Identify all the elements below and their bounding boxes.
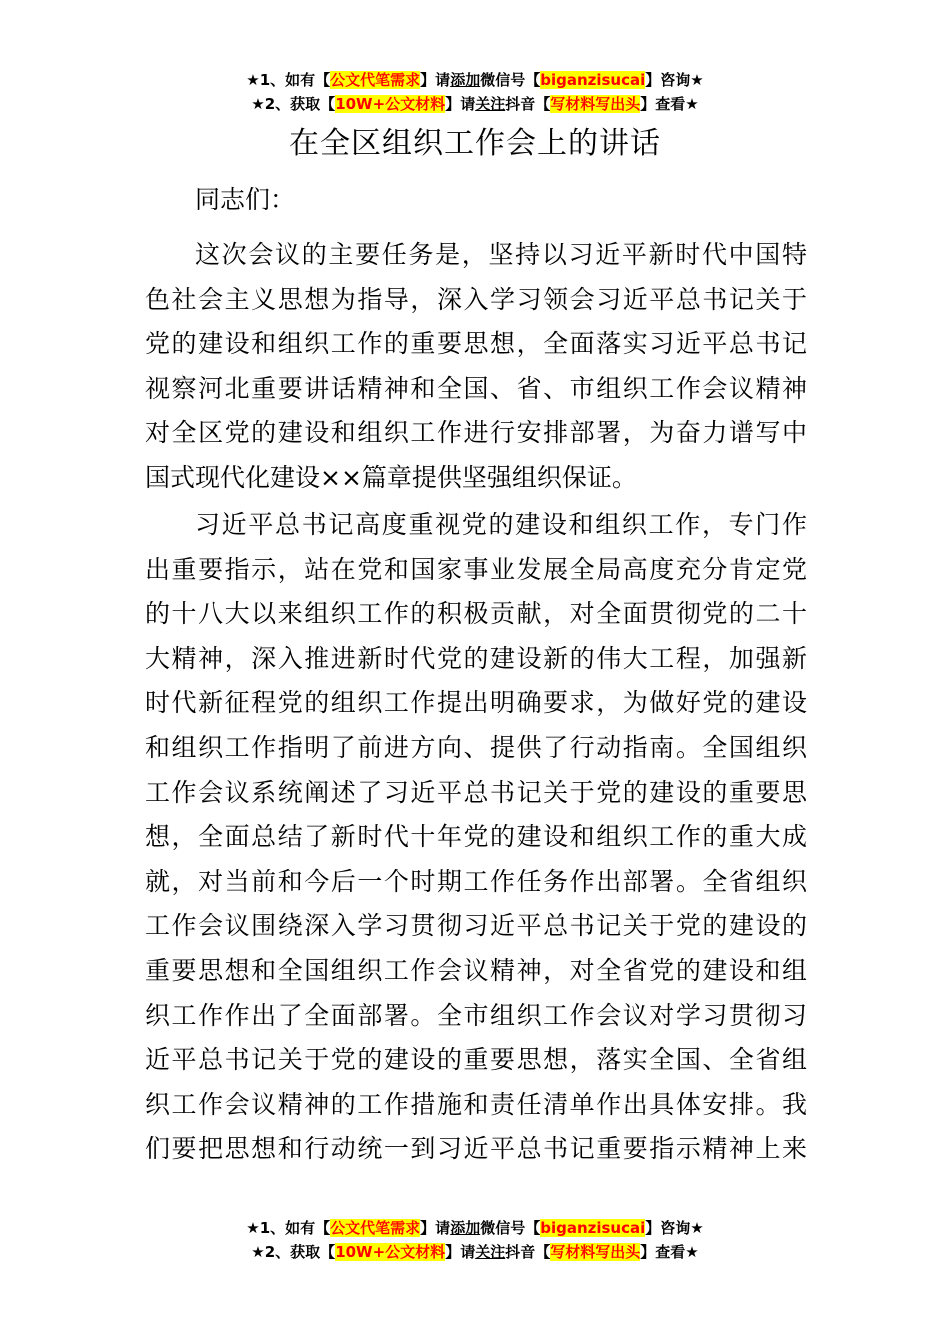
promo-text: ★1、如有【	[246, 1219, 331, 1237]
promo-underlined-text: 添加	[450, 71, 481, 89]
paragraph-line: 党的建设和组织工作的重要思想，全面落实习近平总书记	[145, 329, 807, 359]
promo-text: 】请	[445, 95, 476, 113]
promo-text: 抖音【	[505, 1243, 551, 1261]
promo-text: 微信号【	[480, 71, 541, 89]
paragraph-line: 这次会议的主要任务是，坚持以习近平新时代中国特	[195, 240, 807, 269]
paragraph-line: 时代新征程党的组织工作提出明确要求，为做好党的建设	[145, 688, 807, 718]
promo-highlight-wechat-id: biganzisucai	[540, 71, 646, 89]
promo-text: 】请	[445, 1243, 476, 1261]
promo-text: ★2、获取【	[251, 1243, 336, 1261]
promo-highlight: 10W+公文材料	[335, 95, 446, 113]
top-promo-banner	[0, 68, 950, 116]
paragraph-line: 对全区党的建设和组织工作进行安排部署，为奋力谱写中	[145, 418, 807, 448]
paragraph-line: 工作会议围绕深入学习贯彻习近平总书记关于党的建设的	[145, 911, 807, 941]
bottom-promo-banner	[0, 1216, 950, 1264]
paragraph-line: 近平总书记关于党的建设的重要思想，落实全国、全省组	[145, 1045, 807, 1075]
paragraph-line: 想，全面总结了新时代十年党的建设和组织工作的重大成	[145, 822, 807, 852]
promo-line-1	[0, 68, 950, 92]
promo-text: ★2、获取【	[251, 95, 336, 113]
paragraph-2	[145, 503, 807, 1172]
paragraph-line: 和组织工作指明了前进方向、提供了行动指南。全国组织	[145, 732, 807, 762]
promo-text: 】咨询★	[645, 71, 704, 89]
promo-line-2	[0, 1240, 950, 1264]
promo-highlight-douyin-id: 写材料写出头	[550, 1243, 641, 1261]
paragraph-line: 就，对当前和今后一个时期工作任务作出部署。全省组织	[145, 866, 807, 896]
promo-text: 抖音【	[505, 95, 551, 113]
promo-highlight: 公文代笔需求	[330, 71, 421, 89]
paragraph-line: 出重要指示，站在党和国家事业发展全局高度充分肯定党	[145, 554, 807, 584]
greeting: 同志们：	[195, 185, 296, 214]
promo-line-2	[0, 92, 950, 116]
promo-text: 】请	[420, 71, 451, 89]
document-title: 在全区组织工作会上的讲话	[289, 126, 661, 161]
promo-highlight-douyin-id: 写材料写出头	[550, 95, 641, 113]
paragraph-line: 工作会议系统阐述了习近平总书记关于党的建设的重要思	[145, 777, 807, 807]
promo-text: 】查看★	[640, 1243, 699, 1261]
paragraph-line: 视察河北重要讲话精神和全国、省、市组织工作会议精神	[145, 373, 807, 403]
paragraph-line: 重要思想和全国组织工作会议精神，对全省党的建设和组	[145, 955, 807, 985]
promo-highlight: 10W+公文材料	[335, 1243, 446, 1261]
paragraph-line: 的十八大以来组织工作的积极贡献，对全面贯彻党的二十	[145, 599, 807, 629]
promo-highlight: 公文代笔需求	[330, 1219, 421, 1237]
promo-text: 】请	[420, 1219, 451, 1237]
promo-line-1	[0, 1216, 950, 1240]
paragraph-line: 习近平总书记高度重视党的建设和组织工作，专门作	[195, 510, 807, 539]
promo-highlight-wechat-id: biganzisucai	[540, 1219, 646, 1237]
paragraph-line: 织工作会议精神的工作措施和责任清单作出具体安排。我	[145, 1089, 807, 1119]
paragraph-line: 织工作作出了全面部署。全市组织工作会议对学习贯彻习	[145, 1000, 807, 1030]
paragraph-line: 国式现代化建设××篇章提供坚强组织保证。	[145, 462, 637, 492]
paragraph-line: 色社会主义思想为指导，深入学习领会习近平总书记关于	[145, 284, 807, 314]
paragraph-1	[145, 233, 807, 501]
promo-text: ★1、如有【	[246, 71, 331, 89]
promo-underlined-text: 添加	[450, 1219, 481, 1237]
paragraph-line: 们要把思想和行动统一到习近平总书记重要指示精神上来	[145, 1134, 807, 1164]
promo-text: 】查看★	[640, 95, 699, 113]
promo-text: 微信号【	[480, 1219, 541, 1237]
promo-underlined-text: 关注	[475, 1243, 506, 1261]
paragraph-line: 大精神，深入推进新时代党的建设新的伟大工程，加强新	[145, 643, 807, 673]
promo-text: 】咨询★	[645, 1219, 704, 1237]
promo-underlined-text: 关注	[475, 95, 506, 113]
